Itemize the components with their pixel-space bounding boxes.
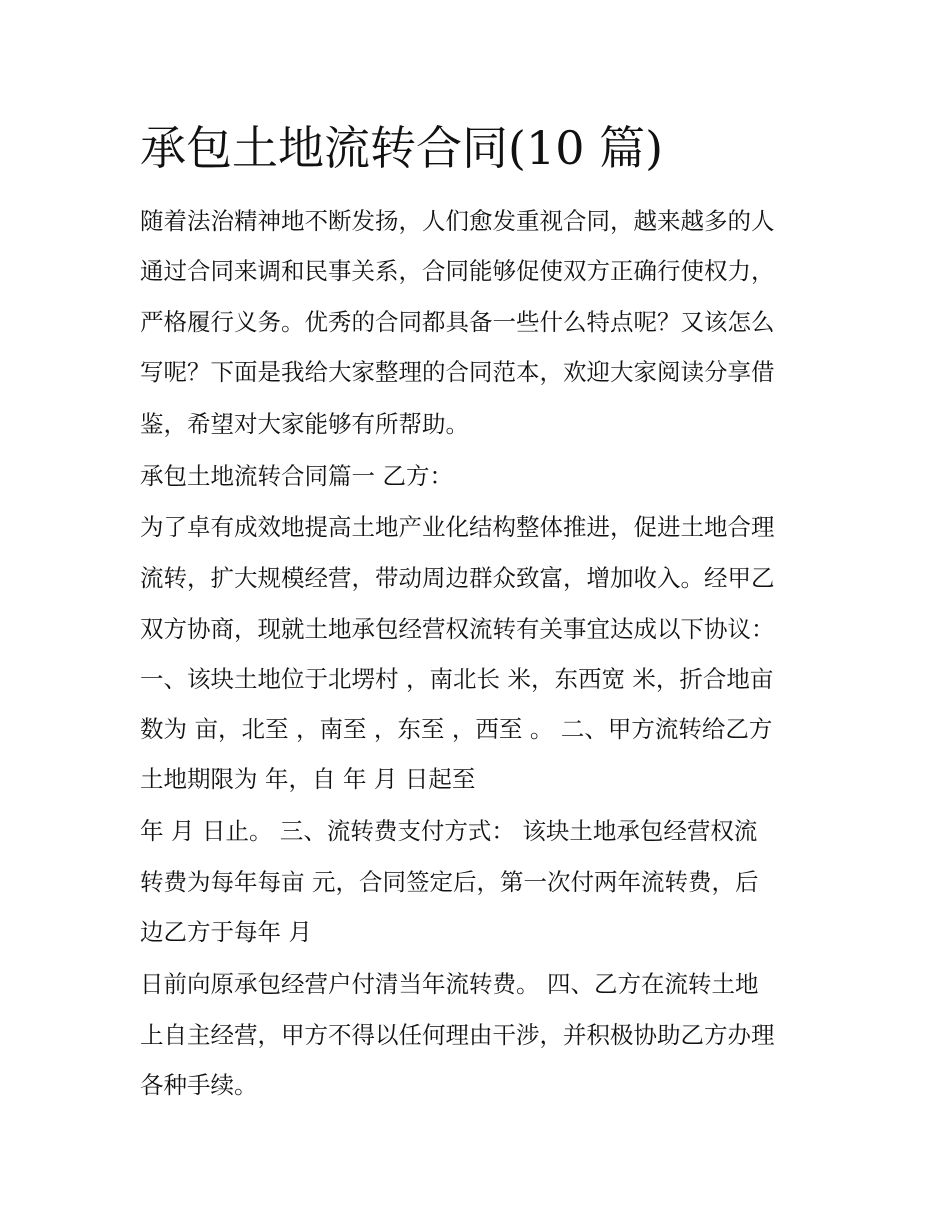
body-line: 流转，扩大规模经营，带动周边群众致富，增加收入。经甲乙 xyxy=(140,564,775,592)
body-line: 边乙方于每年 月 xyxy=(140,918,312,946)
body-line: 年 月 日止。 三、流转费支付方式： 该块土地承包经营权流 xyxy=(140,817,758,845)
body-line: 双方协商，现就土地承包经营权流转有关事宜达成以下协议： xyxy=(140,615,775,643)
body-line: 通过合同来调和民事关系，合同能够促使双方正确行使权力， xyxy=(140,257,775,285)
body-line: 写呢？下面是我给大家整理的合同范本，欢迎大家阅读分享借 xyxy=(140,358,775,386)
body-line: 一、该块土地位于北塄村 ，南北长 米，东西宽 米，折合地亩 xyxy=(140,665,774,693)
body-line: 随着法治精神地不断发扬，人们愈发重视合同，越来越多的人 xyxy=(140,207,775,235)
document-title: 承包土地流转合同(10 篇) xyxy=(140,121,664,175)
section-heading: 承包土地流转合同篇一 乙方： xyxy=(140,462,453,490)
body-line: 为了卓有成效地提高土地产业化结构整体推进，促进土地合理 xyxy=(140,513,775,541)
body-line: 转费为每年每亩 元，合同签定后，第一次付两年流转费，后 xyxy=(140,868,759,896)
body-line: 上自主经营，甲方不得以任何理由干涉，并积极协助乙方办理 xyxy=(140,1021,775,1049)
body-line: 数为 亩，北至 ，南至 ，东至 ，西至 。 二、甲方流转给乙方 xyxy=(140,715,773,743)
body-line: 鉴，希望对大家能够有所帮助。 xyxy=(140,410,469,438)
body-line: 土地期限为 年，自 年 月 日起至 xyxy=(140,765,476,793)
body-line: 各种手续。 xyxy=(140,1071,258,1099)
body-line: 严格履行义务。优秀的合同都具备一些什么特点呢？又该怎么 xyxy=(140,308,775,336)
body-line: 日前向原承包经营户付清当年流转费。 四、乙方在流转土地 xyxy=(140,970,759,998)
